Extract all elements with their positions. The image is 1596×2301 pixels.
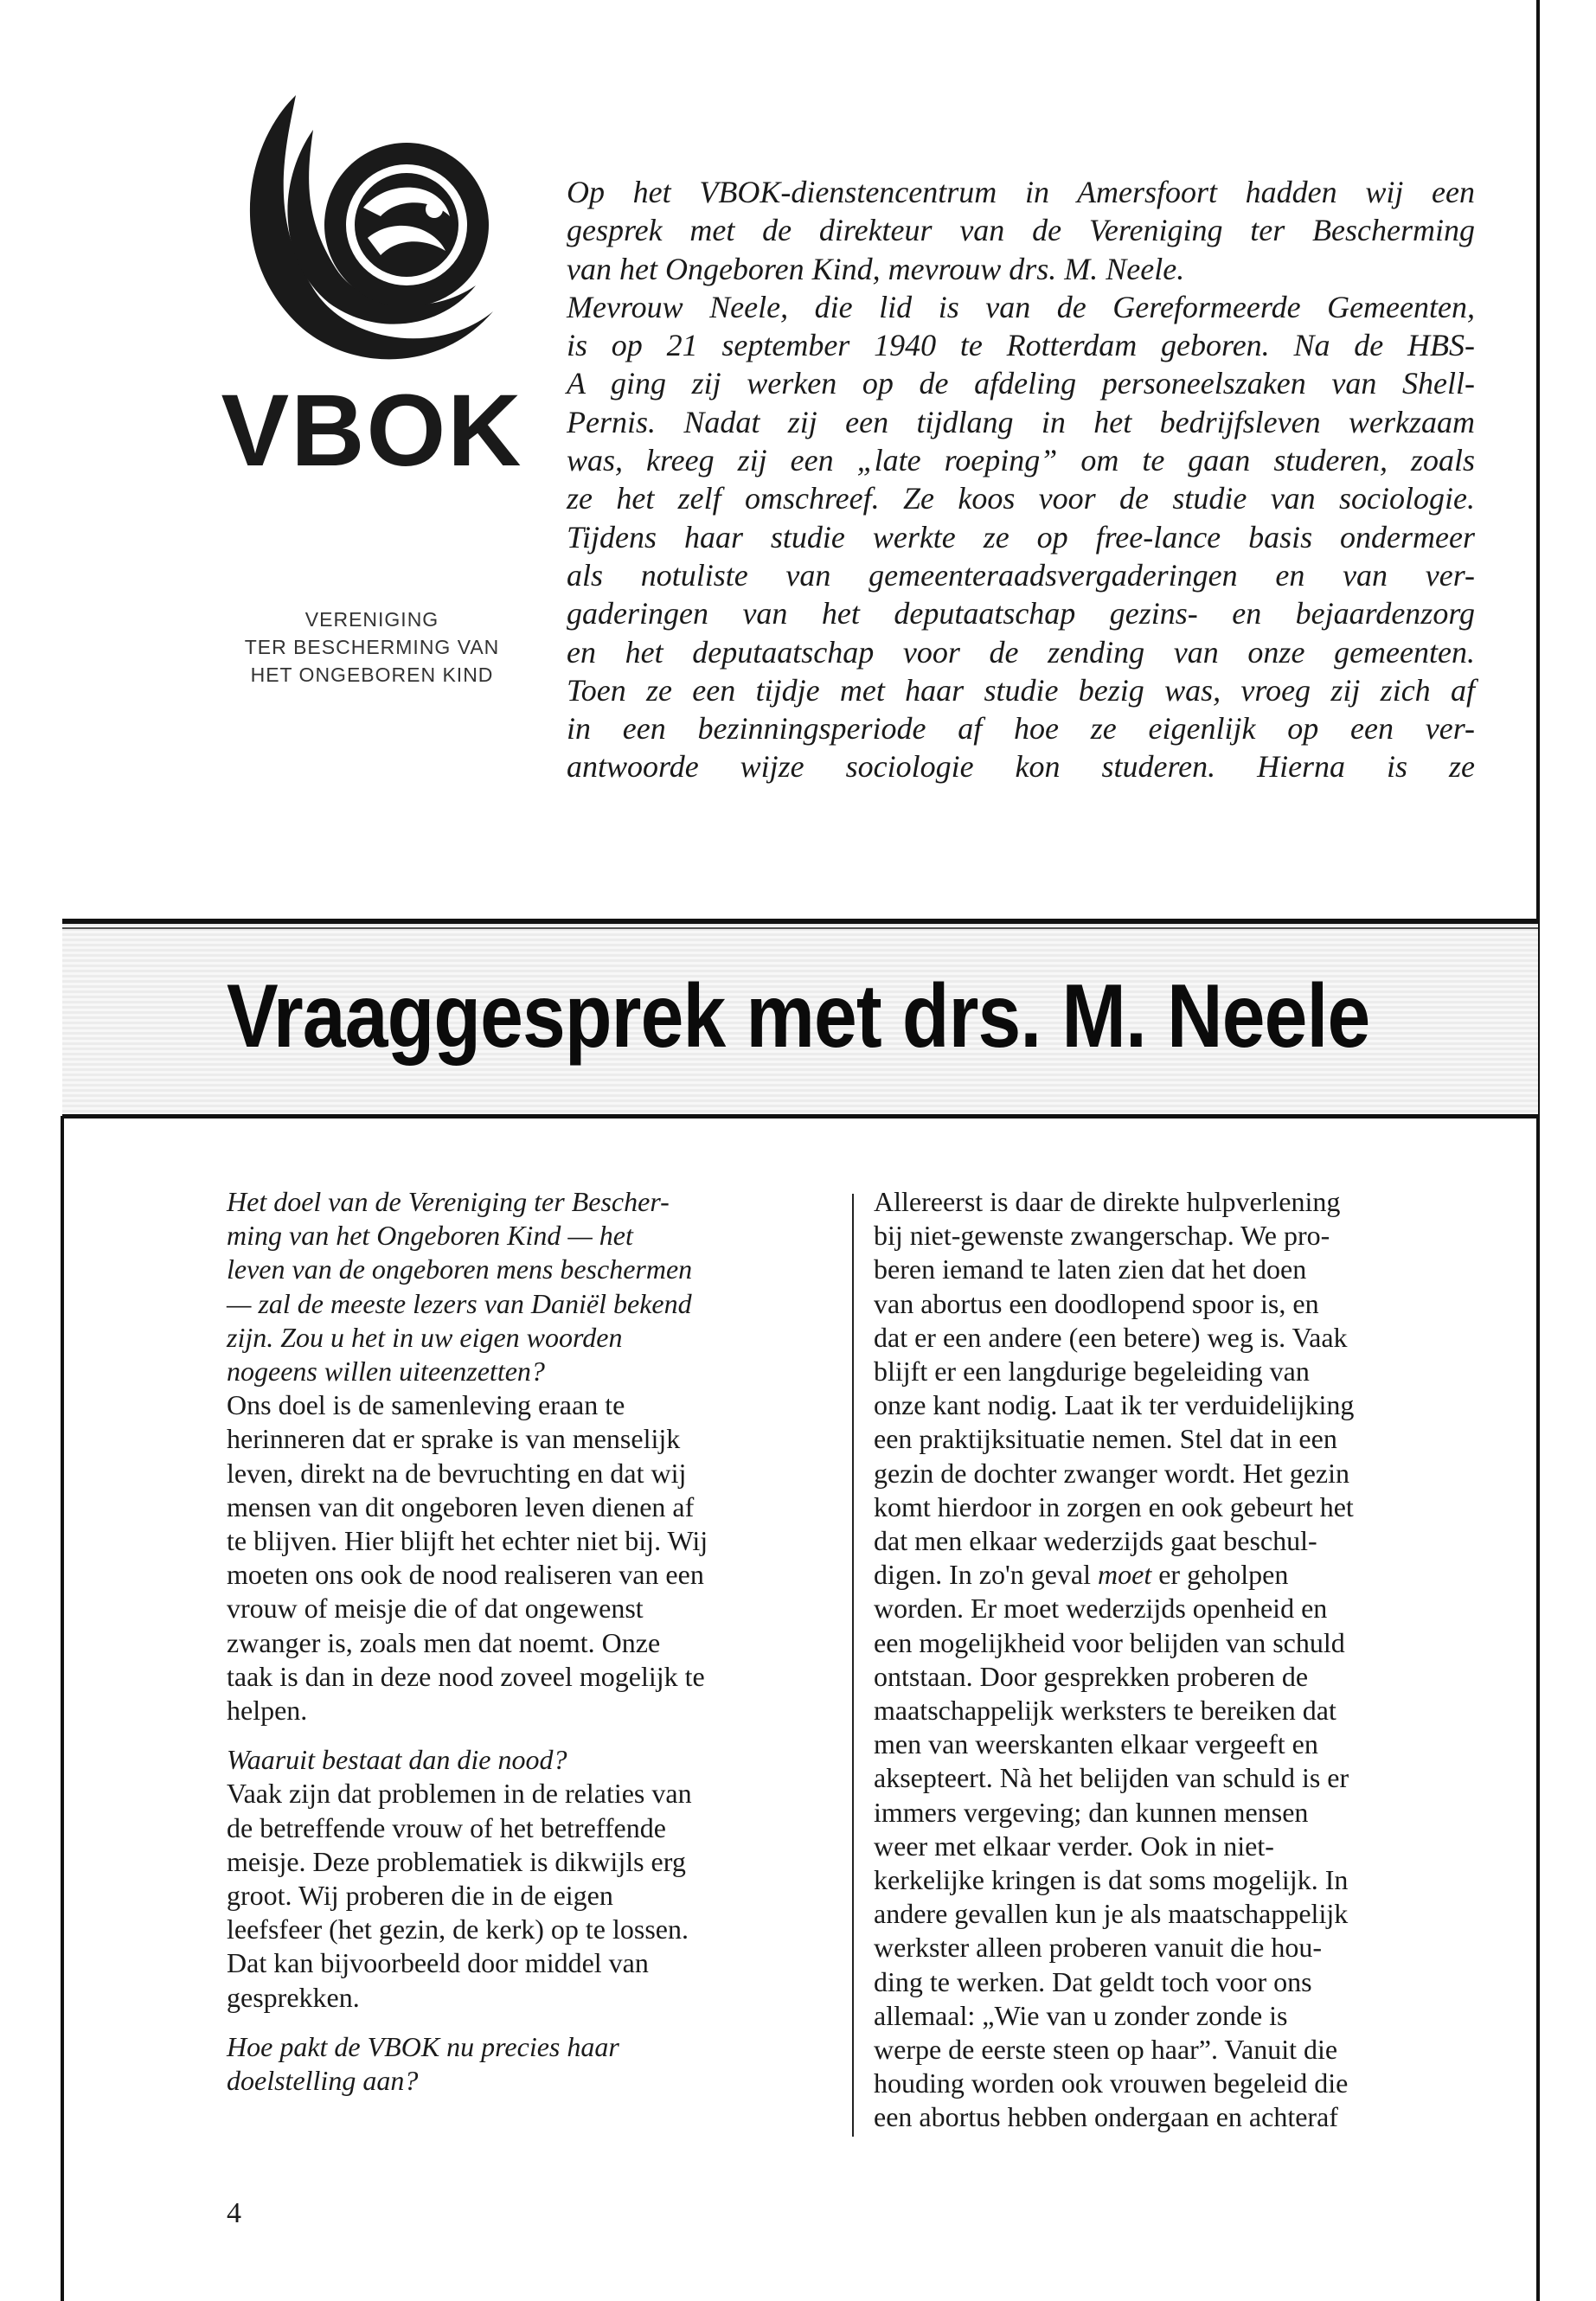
- text-line: bij niet-gewenste zwangerschap. We pro-: [874, 1220, 1330, 1252]
- intro-line: Op het VBOK-dienstencentrum in Amersfoort hadden wij een: [567, 175, 1475, 209]
- text-line: te blijven. Hier blijft het echter niet bij. Wij: [227, 1525, 708, 1557]
- intro-line: Mevrouw Neele, die lid is van de Gereformeerde Gemeenten,: [567, 289, 1475, 324]
- question-1: [227, 1185, 832, 1388]
- intro-line: Pernis. Nadat zij een tijdlang in het bedrijfsleven werkzaam: [567, 404, 1475, 439]
- text-line: herinneren dat er sprake is van menselijk: [227, 1423, 681, 1455]
- intro-line: in een bezinningsperiode af hoe ze eigenlijk op een ver-: [567, 711, 1475, 747]
- text-line: meisje. Deze problematiek is dikwijls erg: [227, 1845, 686, 1877]
- text-line: gezin de dochter zwanger wordt. Het gezin: [874, 1457, 1349, 1489]
- text-line: — zal de meeste lezers van Daniël bekend: [227, 1287, 692, 1319]
- text-line: taak is dan in deze nood zoveel mogelijk te: [227, 1660, 705, 1692]
- text-line: ding te werken. Dat geldt toch voor ons: [874, 1965, 1312, 1997]
- text-line: Ons doel is de samenleving eraan te: [227, 1389, 625, 1421]
- text-line: weer met elkaar verder. Ook in niet-: [874, 1830, 1274, 1862]
- emphasis-word: moet: [1098, 1559, 1152, 1591]
- text-line: doelstelling aan?: [227, 2065, 419, 2097]
- intro-line: is op 21 september 1940 te Rotterdam geboren. Na de HBS-: [567, 328, 1475, 363]
- text-line: de betreffende vrouw of het betreffende: [227, 1811, 666, 1843]
- intro-line: en het deputaatschap voor de zending van onze gemeenten.: [567, 634, 1475, 670]
- text-fragment: er geholpen: [1151, 1559, 1289, 1591]
- text-line: dat er een andere (een betere) weg is. Vaak: [874, 1321, 1348, 1353]
- text-line: komt hierdoor in zorgen en ook gebeurt het: [874, 1490, 1354, 1522]
- text-line: leefsfeer (het gezin, de kerk) op te lossen.: [227, 1913, 689, 1945]
- text-line: Het doel van de Vereniging ter Bescher-: [227, 1186, 670, 1217]
- text-fragment: digen. In zo'n geval: [874, 1559, 1099, 1591]
- text-line: gesprekken.: [227, 1981, 360, 2013]
- text-line: maatschappelijk werksters te bereiken dat: [874, 1695, 1336, 1727]
- text-line: leven van de ongeboren mens beschermen: [227, 1253, 693, 1285]
- intro-line: ze het zelf omschreef. Ze koos voor de studie van sociologie.: [567, 481, 1475, 516]
- text-line: onze kant nodig. Laat ik ter verduidelijking: [874, 1389, 1355, 1421]
- intro-line: Toen ze een tijdje met haar studie bezig was, vroeg zij zich af: [567, 672, 1475, 708]
- text-line: allemaal: „Wie van u zonder zonde is: [874, 1999, 1288, 2031]
- text-line: immers vergeving; dan kunnen mensen: [874, 1796, 1309, 1828]
- text-line: Allereerst is daar de direkte hulpverlening: [874, 1186, 1341, 1217]
- text-line: men van weerskanten elkaar vergeeft en: [874, 1728, 1318, 1760]
- text-line: blijft er een langdurige begeleiding van: [874, 1356, 1310, 1388]
- text-line: zwanger is, zoals men dat noemt. Onze: [227, 1626, 661, 1658]
- banner-rule-bottom: [62, 1114, 1538, 1118]
- text-line: Dat kan bijvoorbeeld door middel van: [227, 1947, 649, 1979]
- text-line: helpen.: [227, 1695, 308, 1727]
- text-line: andere gevallen kun je als maatschappelijk: [874, 1898, 1349, 1930]
- article-headline: Vraaggesprek met drs. M. Neele: [227, 966, 1370, 1067]
- left-column: [227, 1185, 832, 2098]
- answer-3: [874, 1185, 1479, 2135]
- text-line: Hoe pakt de VBOK nu precies haar: [227, 2030, 619, 2062]
- right-column: [874, 1185, 1479, 2135]
- logo-subtitle-line: VERENIGING: [304, 608, 439, 631]
- page-number: 4: [227, 2197, 241, 2229]
- text-line: groot. Wij proberen die in de eigen: [227, 1880, 613, 1912]
- answer-1: [227, 1388, 832, 1727]
- text-line: zijn. Zou u het in uw eigen woorden: [227, 1321, 623, 1353]
- banner-rule-top: [62, 919, 1538, 924]
- intro-line: A ging zij werken op de afdeling personeelszaken van Shell-: [567, 366, 1475, 401]
- logo-subtitle: [208, 606, 536, 689]
- text-line: leven, direkt na de bevruchting en dat wij: [227, 1457, 687, 1489]
- question-3: [227, 2030, 832, 2098]
- intro-paragraph: [567, 173, 1475, 786]
- text-line: worden. Er moet wederzijds openheid en: [874, 1593, 1328, 1625]
- text-line: ontstaan. Door gesprekken proberen de: [874, 1660, 1309, 1692]
- logo-wordmark: VBOK: [221, 374, 523, 488]
- answer-2: [227, 1777, 832, 2014]
- text-line: nogeens willen uiteenzetten?: [227, 1356, 545, 1388]
- intro-line: was, kreeg zij een „late roeping” om te gaan studeren, zoals: [567, 443, 1475, 478]
- page-edge-left: [61, 1116, 64, 2301]
- text-line: houding worden ook vrouwen begeleid die: [874, 2067, 1349, 2099]
- text-line: moeten ons ook de nood realiseren van een: [227, 1559, 704, 1591]
- intro-line: als notuliste van gemeenteraadsvergaderingen en van ver-: [567, 557, 1475, 593]
- text-line: een mogelijkheid voor belijden van schuld: [874, 1626, 1345, 1658]
- intro-line: gesprek met de direkteur van de Vereniging ter Bescherming: [567, 213, 1475, 248]
- question-2: [227, 1743, 832, 1777]
- page-edge-right: [1536, 0, 1540, 2301]
- intro-line: gaderingen van het deputaatschap gezins- en bejaardenzorg: [567, 596, 1475, 631]
- text-line: een abortus hebben ondergaan en achteraf: [874, 2101, 1338, 2133]
- text-line: dat men elkaar wederzijds gaat beschul-: [874, 1525, 1317, 1557]
- banner-rule-top-thin: [62, 927, 1538, 929]
- text-line: beren iemand te laten zien dat het doen: [874, 1253, 1307, 1285]
- logo-subtitle-line: TER BESCHERMING VAN: [244, 636, 500, 658]
- text-line: van abortus een doodlopend spoor is, en: [874, 1287, 1319, 1319]
- text-line: werkster alleen proberen vanuit die hou-: [874, 1932, 1323, 1964]
- text-line: Waaruit bestaat dan die nood?: [227, 1744, 567, 1776]
- logo-subtitle-line: HET ONGEBOREN KIND: [250, 663, 494, 686]
- text-line: mensen van dit ongeboren leven dienen af: [227, 1490, 695, 1522]
- text-line: Vaak zijn dat problemen in de relaties van: [227, 1778, 692, 1810]
- intro-line: Tijdens haar studie werkte ze op free-lance basis ondermeer: [567, 519, 1475, 554]
- intro-line: van het Ongeboren Kind, mevrouw drs. M. Neele.: [567, 251, 1185, 286]
- text-line: werpe de eerste steen op haar”. Vanuit die: [874, 2034, 1338, 2066]
- text-line: [874, 1558, 1479, 1592]
- text-line: vrouw of meisje die of dat ongewenst: [227, 1593, 644, 1625]
- intro-line: antwoorde wijze sociologie kon studeren. Hierna is ze: [567, 749, 1475, 785]
- vbok-logo-icon: [234, 95, 510, 389]
- text-line: kerkelijke kringen is dat soms mogelijk. In: [874, 1864, 1349, 1896]
- text-line: ming van het Ongeboren Kind — het: [227, 1220, 633, 1252]
- column-divider: [852, 1194, 854, 2137]
- text-line: aksepteert. Nà het belijden van schuld is er: [874, 1762, 1349, 1794]
- text-line: een praktijksituatie nemen. Stel dat in een: [874, 1423, 1337, 1455]
